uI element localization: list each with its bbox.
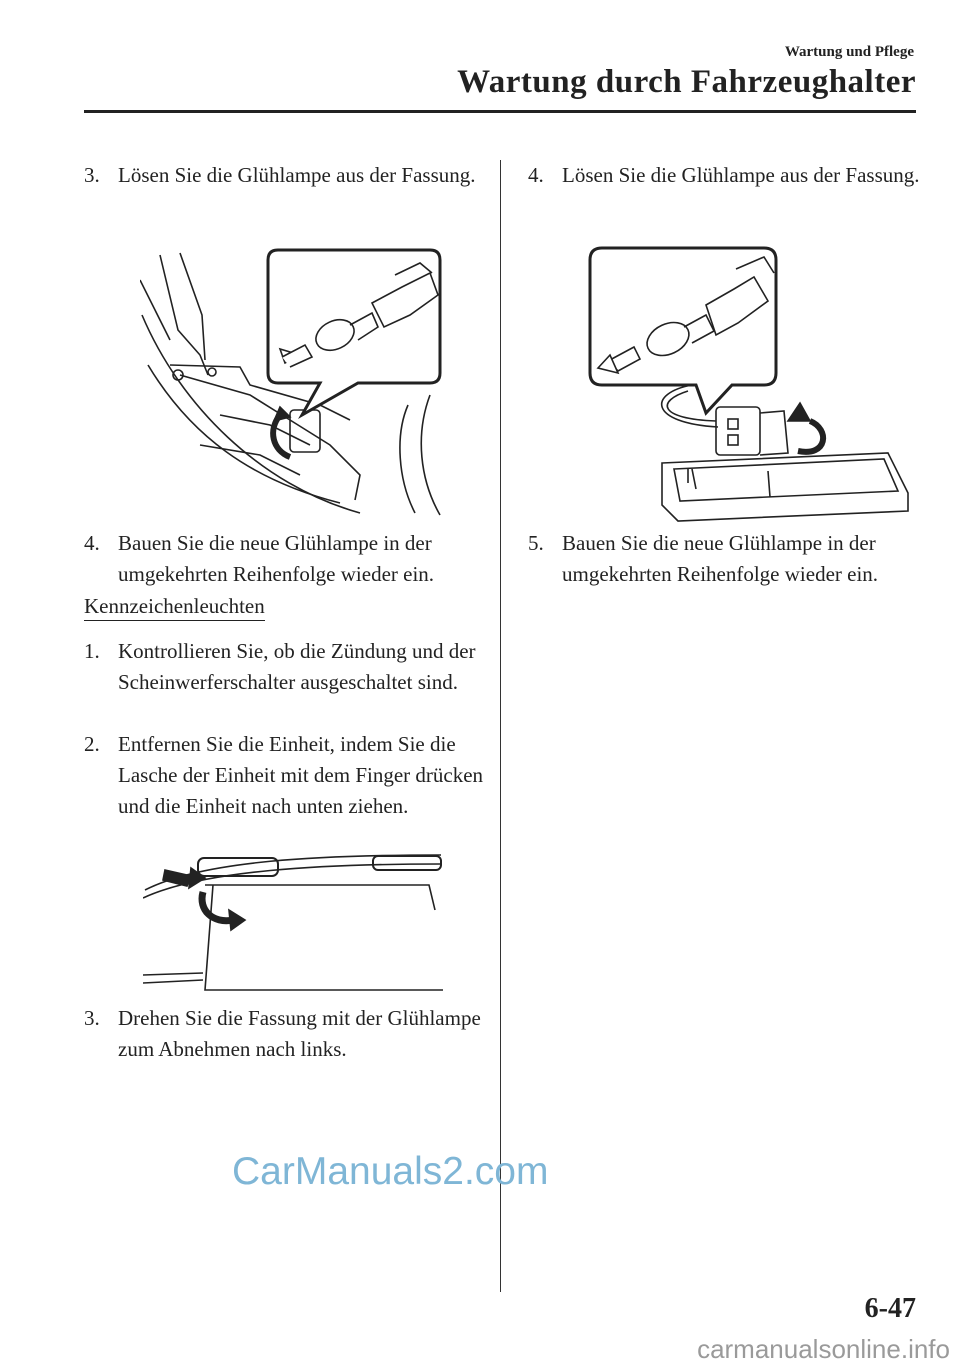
chapter-title: Wartung durch Fahrzeughalter xyxy=(457,64,916,100)
section-label: Wartung und Pflege xyxy=(784,44,914,60)
step-left-4 xyxy=(84,528,484,590)
watermark: CarManuals2.com xyxy=(232,1150,549,1193)
step-text: Lösen Sie die Glühlampe aus der Fassung. xyxy=(562,163,920,187)
step-plate-3 xyxy=(84,1003,484,1065)
step-number: 1. xyxy=(84,639,100,663)
step-text: Bauen Sie die neue Glühlampe in der umgekehrten Reihenfolge wieder ein. xyxy=(562,531,879,586)
step-text: Lösen Sie die Glühlampe aus der Fassung. xyxy=(118,163,476,187)
step-left-3 xyxy=(84,160,484,191)
step-text: Bauen Sie die neue Glühlampe in der umgekehrten Reihenfolge wieder ein. xyxy=(118,531,435,586)
section-heading: Kennzeichenleuchten xyxy=(84,594,265,621)
step-number: 3. xyxy=(84,163,100,187)
figure-bulb-removal-left xyxy=(140,245,445,525)
footer-site-link[interactable]: carmanualsonline.info xyxy=(697,1334,950,1364)
figure-license-lamp-unit xyxy=(143,850,443,1000)
header-rule xyxy=(84,110,916,113)
step-plate-2 xyxy=(84,729,484,822)
step-number: 4. xyxy=(528,163,544,187)
step-number: 2. xyxy=(84,732,100,756)
step-number: 4. xyxy=(84,531,100,555)
step-number: 5. xyxy=(528,531,544,555)
step-plate-1 xyxy=(84,636,484,698)
step-right-5 xyxy=(528,528,928,590)
step-number: 3. xyxy=(84,1006,100,1030)
column-divider xyxy=(500,160,501,1292)
step-text: Kontrollieren Sie, ob die Zündung und der Scheinwerferschalter ausgeschaltet sind. xyxy=(118,639,476,694)
step-right-4 xyxy=(528,160,928,191)
page-number: 6-47 xyxy=(864,1293,916,1324)
step-text: Entfernen Sie die Einheit, indem Sie die Lasche der Einheit mit dem Finger drücken und die Einheit nach unten ziehen. xyxy=(118,732,484,818)
step-text: Drehen Sie die Fassung mit der Glühlampe zum Abnehmen nach links. xyxy=(118,1006,481,1061)
figure-bulb-removal-right xyxy=(588,243,918,525)
